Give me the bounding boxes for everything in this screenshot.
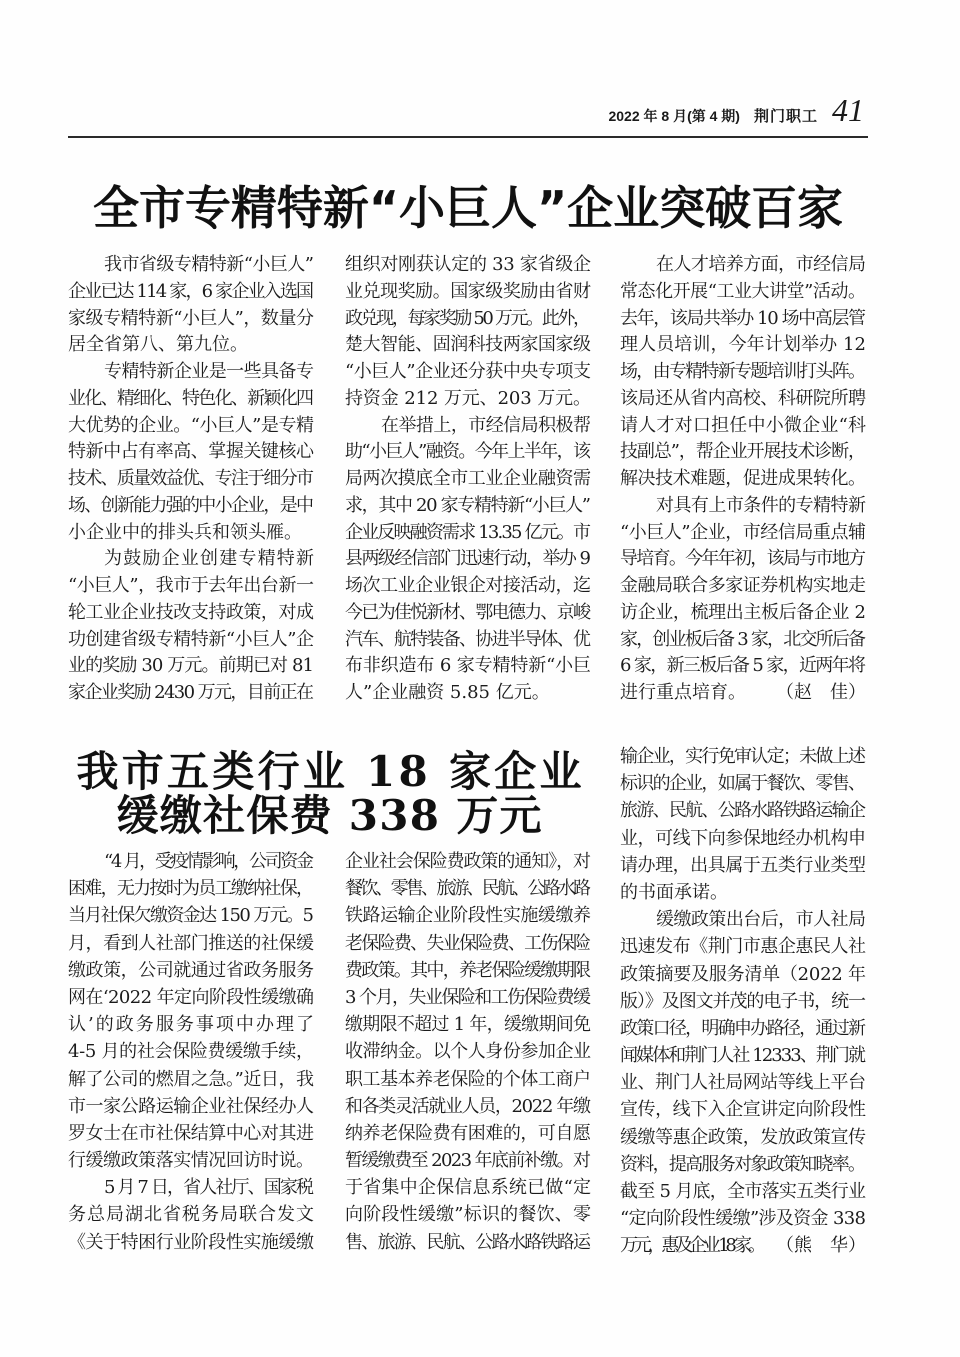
article-1-title (68, 176, 868, 240)
text-line (68, 1038, 314, 1065)
text-line (68, 680, 314, 707)
line-text: 铁路运输企业阶段性实施缓缴养 (345, 905, 591, 927)
line-text: 老保险费、失业保险费、工伤保险 (345, 932, 590, 954)
text-line (68, 1174, 314, 1201)
line-text: “小巨人”企业，市经信局重点辅 (620, 521, 866, 543)
paragraph (345, 413, 591, 707)
line-text: 对具有上市条件的专精特新 (656, 494, 866, 516)
line-text: 为鼓励企业创建专精特新 (104, 548, 316, 570)
line-text: 暂缓缴费至 2023 年底前补缴。对 (345, 1150, 590, 1172)
paragraph (620, 906, 866, 1259)
line-text: 业，可线下向参保地经办机构申 (620, 827, 866, 849)
text-line (620, 906, 866, 933)
line-text: 向阶段性缓缴”标识的餐饮、零 (345, 1204, 592, 1226)
text-line (620, 1232, 866, 1259)
text-line (345, 573, 591, 600)
line-text: 汽车、航特装备、协进半导体、优 (345, 628, 590, 650)
article-2-column-3 (620, 743, 866, 1260)
text-line (345, 875, 591, 902)
line-text: 政策摘要及服务清单（2022 年 (620, 963, 866, 985)
text-line (345, 1011, 591, 1038)
line-text: 罗女士在市社保结算中心对其进 (68, 1122, 314, 1144)
line-text: 常态化开展“工业大讲堂”活动。 (620, 280, 866, 302)
line-text: 组织对刚获认定的 33 家省级企 (345, 254, 591, 275)
line-text: 6 家，新三板后备 5 家，近两年将 (620, 655, 865, 677)
line-text: 当月社保欠缴资金达 150 万元。5 (68, 905, 313, 927)
text-line (620, 466, 866, 493)
header-rule (68, 136, 868, 138)
text-line (68, 252, 314, 279)
line-text: 在人才培养方面，市经信局 (656, 254, 866, 275)
line-text: 轮工业企业技改支持政策，对成 (68, 601, 314, 623)
text-line (68, 984, 314, 1011)
text-line (345, 600, 591, 627)
line-text: 收滞纳金。以个人身份参加企业 (345, 1041, 591, 1063)
line-text: 场，由专精特新专题培训打头阵。 (620, 361, 865, 382)
line-text: 纳养老保险费有困难的，可自愿 (345, 1122, 591, 1144)
line-text: 月，看到人社部门推送的社保缓 (68, 932, 314, 954)
line-text: 访企业，梳理出主板后备企业 2 (620, 601, 866, 623)
line-text: 大优势的企业。“小巨人”是专精 (68, 414, 314, 436)
text-line (345, 1174, 591, 1201)
line-text: 理人员培训，今年计划举办 12 (620, 334, 867, 356)
issue-label: 2022 年 8 月(第 4 期) (608, 108, 740, 124)
text-line (345, 252, 591, 279)
line-text: 缓缴等惠企政策，发放政策宣传 (620, 1126, 866, 1148)
line-text: “小巨人”企业还分获中央专项支 (345, 361, 591, 382)
byline: （赵 佳） (776, 682, 866, 703)
text-line (345, 848, 591, 875)
line-text: 企业已达 114 家，6 家企业入选国 (68, 280, 313, 302)
line-text: 导培育。今年年初，该局与市地方 (620, 548, 865, 570)
text-line (345, 520, 591, 547)
line-text: 市一家公路运输企业社保经办人 (68, 1095, 314, 1117)
line-text: 售、旅游、民航、公路水路铁路运 (345, 1231, 590, 1253)
text-line (620, 439, 866, 466)
text-line (68, 1147, 314, 1174)
line-text: 业兑现奖励。国家级奖励由省财 (345, 280, 591, 302)
text-line (620, 1042, 866, 1069)
line-text: 版）》及图文并茂的电子书，统一 (620, 990, 865, 1012)
text-line (345, 413, 591, 440)
line-text: 小企业中的排头兵和领头雁。 (68, 521, 302, 543)
line-text: 缓缴政策出台后，市人社局 (656, 909, 866, 931)
article-2-title-text: 我市五类行业 18 家企业 (76, 747, 585, 796)
text-line (68, 848, 314, 875)
text-line (620, 797, 866, 824)
text-line (620, 386, 866, 413)
text-line (345, 466, 591, 493)
line-text: 请办理，出具属于五类行业类型 (620, 854, 866, 876)
line-text: 5 月 7 日，省人社厅、国家税 (104, 1177, 313, 1199)
text-line (68, 1011, 317, 1038)
line-text: 资料，提高服务对象政策知晓率。 (620, 1153, 865, 1175)
paragraph (68, 848, 317, 1174)
line-text: 去年，该局共举办 10 场中高层管 (620, 307, 865, 329)
text-line (68, 1201, 314, 1228)
text-line (68, 930, 314, 957)
text-line (345, 1066, 591, 1093)
line-text: 局两次摸底全市工业企业融资需 (345, 468, 591, 489)
line-text: 政策口径，明确申办路径，通过新 (620, 1017, 865, 1039)
text-line (68, 1229, 314, 1256)
text-line (345, 493, 591, 520)
line-text: 布非织造布 6 家专精特新“小巨 (345, 655, 591, 677)
line-text: 业化、精细化、特色化、新颖化四 (68, 387, 313, 409)
paragraph (68, 252, 314, 359)
text-line (620, 1069, 866, 1096)
line-text: 行缓缴政策落实情况回访时说。 (68, 1150, 314, 1172)
line-text: 缴政策，公司就通过省政务服务 (68, 959, 314, 981)
line-text: 解决技术难题，促进成果转化。 (620, 468, 866, 489)
text-line (620, 600, 866, 627)
text-line (68, 359, 314, 386)
text-line (620, 1178, 866, 1205)
line-text: 家，创业板后备 3 家，北交所后备 (620, 628, 865, 650)
text-line (68, 520, 314, 547)
text-line (620, 332, 866, 359)
text-line (68, 493, 314, 520)
text-line (620, 988, 866, 1015)
line-text: 家企业奖励 2430 万元，目前正在 (68, 682, 313, 703)
page-number: 41 (832, 92, 864, 128)
text-line (620, 680, 866, 707)
line-text: 餐饮、零售、旅游、民航、公路水路 (345, 878, 589, 900)
line-text: 场次工业企业银企对接活动，迄 (345, 575, 591, 596)
text-line (345, 627, 591, 654)
text-line (620, 961, 866, 988)
text-line (345, 546, 591, 573)
text-line (620, 573, 866, 600)
text-line (620, 413, 866, 440)
text-line (620, 743, 866, 770)
text-line (620, 1124, 866, 1151)
text-line (68, 279, 314, 306)
line-text: 《关于特困行业阶段性实施缓缴 (68, 1231, 314, 1253)
paragraph (345, 252, 591, 413)
line-text: 技术、质量效益优、专注于细分市 (68, 468, 313, 489)
text-line (620, 653, 866, 680)
paragraph (620, 252, 866, 493)
line-text: “小巨人”，我市于去年出台新一 (68, 575, 314, 596)
line-text: 特新中占有率高、掌握关键核心 (68, 441, 314, 463)
line-text: 万元，惠及企业 18 家。 (620, 1235, 762, 1257)
line-text: 今已为佳悦新材、鄂电德力、京峻 (345, 601, 590, 623)
line-text: 缴期限不超过 1 年，缓缴期间免 (345, 1014, 591, 1036)
text-line (345, 957, 591, 984)
text-line (345, 1147, 591, 1174)
article-1-column-2 (345, 252, 591, 707)
text-line (345, 332, 591, 359)
text-line (68, 306, 314, 333)
text-line (620, 252, 866, 279)
line-text: 家级专精特新“小巨人”，数量分 (68, 307, 314, 329)
text-line (345, 386, 591, 413)
text-line (68, 413, 314, 440)
byline: （熊 华） (776, 1235, 866, 1257)
paragraph (620, 493, 866, 707)
text-line (68, 466, 314, 493)
line-text: 功创建省级专精特新“小巨人”企 (68, 628, 314, 650)
text-line (68, 332, 314, 359)
text-line (345, 653, 591, 680)
text-line (345, 306, 591, 333)
text-line (620, 852, 866, 879)
paragraph (620, 743, 866, 906)
text-line (620, 546, 866, 573)
line-text: 认’的政务服务事项中办理了 (68, 1014, 317, 1036)
text-line (68, 1093, 314, 1120)
text-line (68, 386, 314, 413)
text-line (345, 902, 591, 929)
line-text: 困难，无力按时为员工缴纳社保， (68, 878, 313, 900)
text-line (345, 930, 591, 957)
article-1-column-3 (620, 252, 866, 707)
text-line (620, 933, 866, 960)
line-text: 输企业，实行免审认定；未做上述 (620, 746, 865, 767)
line-text: 迅速发布《荆门市惠企惠民人社 (620, 936, 866, 958)
line-text: 企业反映融资需求 13.35 亿元。市 (345, 521, 590, 543)
line-text: 请人才对口担任中小微企业“科 (620, 414, 867, 436)
text-line (68, 573, 314, 600)
line-text: 务总局湖北省税务局联合发文 (68, 1204, 315, 1226)
line-text: 费政策。其中，养老保险缓缴期限 (345, 959, 590, 981)
text-line (345, 279, 591, 306)
text-line (620, 627, 866, 654)
line-text: 在举措上，市经信局积极帮 (381, 414, 591, 436)
text-line (345, 984, 591, 1011)
line-text: 企业社会保险费政策的通知》，对 (345, 851, 590, 872)
text-line (620, 279, 866, 306)
line-text: 旅游、民航、公路水路铁路运输企 (620, 800, 865, 822)
text-line (68, 1120, 314, 1147)
line-text: 业的奖励 30 万元。前期已对 81 (68, 655, 314, 677)
paragraph (345, 848, 591, 1256)
line-text: 居全省第八、第九位。 (68, 334, 248, 356)
line-text: “定向阶段性缓缴”涉及资金 338 (620, 1208, 866, 1230)
line-text: 职工基本养老保险的个体工商户 (345, 1068, 591, 1090)
line-text: 金融局联合多家证券机构实地走 (620, 575, 866, 596)
line-text: 于省集中企保信息系统已做“定 (345, 1177, 592, 1199)
text-line (68, 1066, 314, 1093)
line-text: 楚大智能、固润科技两家国家级 (345, 334, 591, 356)
text-line (620, 770, 866, 797)
text-line (68, 546, 314, 573)
text-line (620, 306, 866, 333)
text-line (68, 902, 314, 929)
magazine-name: 荆门职工 (753, 108, 818, 125)
text-line (620, 825, 866, 852)
paragraph (68, 1174, 314, 1256)
text-line (345, 1201, 591, 1228)
text-line (68, 653, 314, 680)
line-text: 解了公司的燃眉之急。”近日，我 (68, 1068, 314, 1090)
line-text: “4 月，受疫情影响，公司资金 (104, 851, 312, 872)
text-line (345, 1120, 591, 1147)
article-2-title-text: 缓缴社保费 338 万元 (116, 791, 543, 840)
line-text: 政兑现，每家奖励 50 万元。此外， (345, 307, 589, 329)
text-line (68, 600, 314, 627)
text-line (68, 439, 314, 466)
line-text: 业、荆门人社局网站等线上平台 (620, 1072, 866, 1094)
page-header (608, 92, 864, 129)
line-text: 助“小巨人”融资。今年上半年，该 (345, 441, 590, 463)
text-line (68, 957, 314, 984)
text-line (68, 875, 314, 902)
text-line (620, 1205, 866, 1232)
text-line (68, 627, 314, 654)
text-line (345, 439, 591, 466)
line-text: 该局还从省内高校、科研院所聘 (620, 387, 866, 409)
line-text: 网在‘2022 年定向阶段性缓缴确 (68, 986, 314, 1008)
line-text: 闻媒体和荆门人社 12333、荆门就 (620, 1045, 865, 1067)
line-text: 4-5 月的社会保险费缓缴手续， (68, 1041, 314, 1063)
text-line (620, 1015, 866, 1042)
text-line (620, 879, 866, 906)
line-text: 我市省级专精特新“小巨人” (104, 254, 314, 275)
text-line (345, 359, 591, 386)
line-text: 的书面承诺。 (620, 881, 728, 903)
line-text: 县两级经信部门迅速行动，举办 9 (345, 548, 590, 570)
line-text: 场、创新能力强的中小企业，是中 (68, 494, 313, 516)
article-1-title-text: 全市专精特新“小巨人”企业突破百家 (93, 181, 843, 235)
text-line (620, 520, 866, 547)
article-2-title-line (68, 747, 590, 796)
line-text: 求，其中 20 家专精特新“小巨人” (345, 494, 590, 516)
line-text: 宣传，线下入企宣讲定向阶段性 (620, 1099, 866, 1121)
line-text: 持资金 212 万元、203 万元。 (345, 387, 591, 409)
paragraph (68, 359, 314, 546)
text-line (620, 493, 866, 520)
article-2-column-2 (345, 848, 591, 1256)
line-text: 技副总”，帮企业开展技术诊断， (620, 441, 865, 463)
text-line (345, 1229, 591, 1256)
text-line (345, 1038, 591, 1065)
line-text: 专精特新企业是一些具备专 (104, 361, 314, 382)
text-line (345, 1093, 591, 1120)
line-text: 截至 5 月底，全市落实五类行业 (620, 1181, 866, 1202)
text-line (620, 1151, 866, 1178)
text-line (620, 359, 866, 386)
article-2-title-line (68, 791, 590, 840)
text-line (620, 1096, 866, 1123)
line-text: 和各类灵活就业人员，2022 年缴 (345, 1095, 590, 1117)
article-2-title (68, 747, 590, 840)
line-text: 进行重点培育。 (620, 682, 746, 703)
paragraph (68, 546, 314, 707)
article-2-column-1 (68, 848, 317, 1256)
line-text: 3 个月，失业保险和工伤保险费缓 (345, 986, 590, 1008)
line-text: 标识的企业，如属于餐饮、零售、 (620, 773, 865, 795)
line-text: 人”企业融资 5.85 亿元。 (345, 682, 550, 703)
article-1-column-1 (68, 252, 314, 707)
text-line (345, 680, 591, 707)
